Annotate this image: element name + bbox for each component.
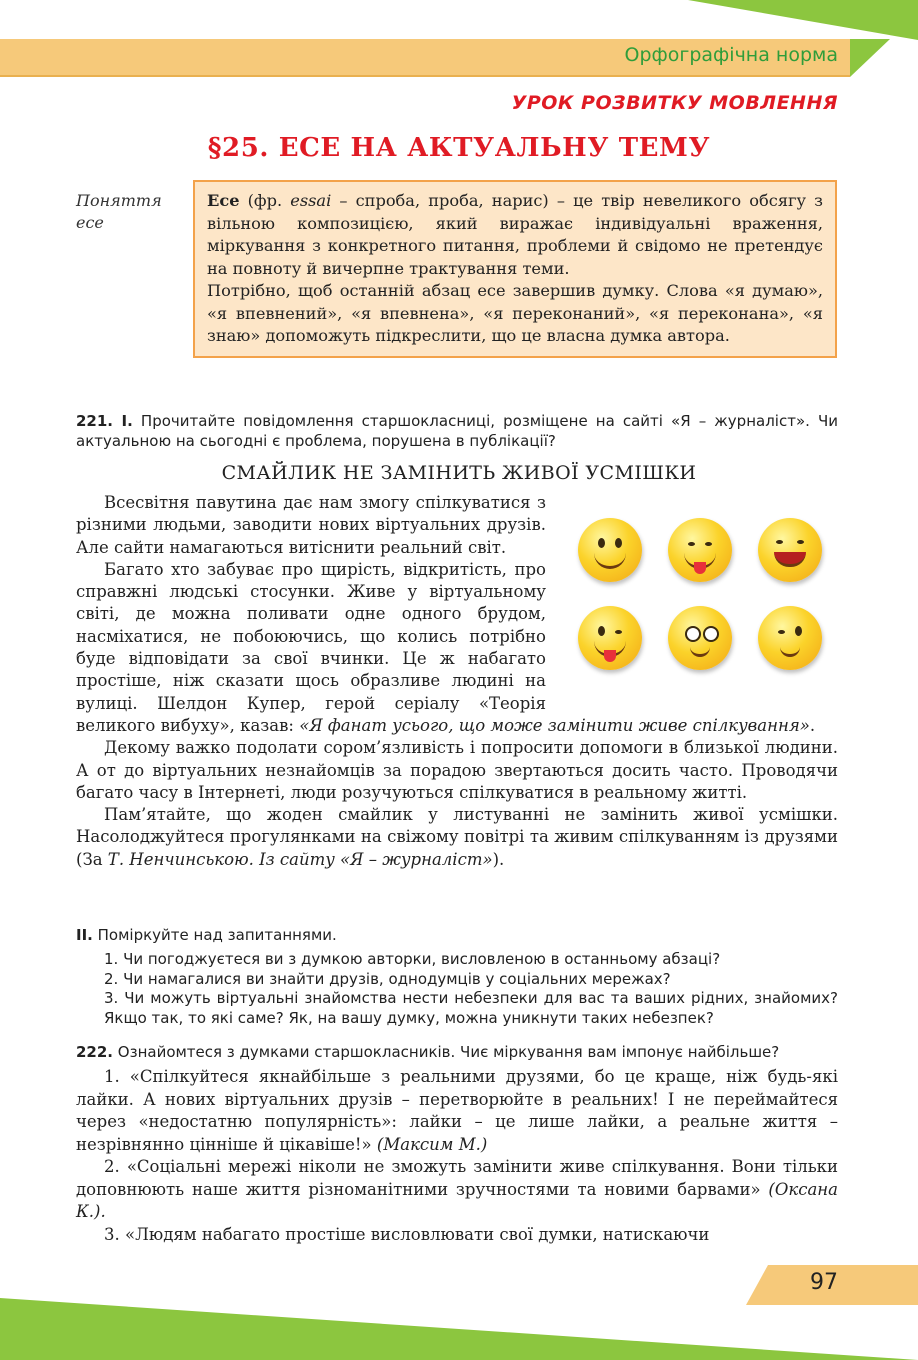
smiley-image — [562, 492, 838, 702]
question-item: 2. Чи намагалися ви знайти друзів, однодумців у соціальних мережах? — [104, 969, 671, 988]
definition-paragraph: Есе (фр. essai – спроба, проба, нарис) – це твір невеликого обсягу з вільною композицією, який виражає індивідуальні враження, міркування з конкретного питання, проблеми й свідомо не претендує на повноту й вичерпне трактування теми. — [207, 191, 823, 278]
top-corner-decoration — [688, 0, 918, 40]
opinion-item: 3. «Людям набагато простіше висловлювати свої думки, натискаючи — [104, 1224, 710, 1244]
page-title: §25. ЕСЕ НА АКТУАЛЬНУ ТЕМУ — [207, 133, 711, 163]
smiling-emoji-icon — [578, 518, 642, 582]
article-title: СМАЙЛИК НЕ ЗАМІНИТЬ ЖИВОЇ УСМІШКИ — [221, 462, 697, 484]
definition-note: Потрібно, щоб останній абзац есе завершив думку. Слова «я думаю», «я впевнений», «я впевнена», «я переконаний», «я переконана», «я знаю» допоможуть підкреслити, що це власна думка автора. — [207, 281, 823, 345]
question-item: 1. Чи погоджуєтеся ви з думкою авторки, висловленою в останньому абзаці? — [104, 950, 721, 968]
opinion-item: 2. «Соціальні мережі ніколи не зможуть замінити живе спілкування. Вони тільки доповнюють наше життя різноманітними зручностями та новими барвами» (Оксана К.). — [76, 1157, 838, 1221]
article-body — [76, 492, 838, 871]
page-number: 97 — [810, 1270, 838, 1295]
task-221: 221. І. Прочитайте повідомлення старшокласниці, розміщене на сайті «Я – журналіст». Чи актуальною на сьогодні є проблема, порушена в публікації? — [76, 412, 839, 450]
question-list — [76, 950, 838, 1028]
wide-eyed-emoji-icon — [668, 606, 732, 670]
task-221-part-2: ІІ. Поміркуйте над запитаннями. — [76, 926, 337, 944]
question-item: 3. Чи можуть віртуальні знайомства нести небезпеки для вас та ваших рідних, знайомих? Якщо так, то які саме? Як, на вашу думку, можна уникнути таких небезпек? — [104, 989, 838, 1027]
article-paragraph: Всесвітня павутина дає нам змогу спілкуватися з різними людьми, заводити нових віртуальних друзів. Але сайти намагаються витіснити реальний світ. — [76, 493, 546, 557]
concept-label: Поняття есе — [76, 191, 162, 232]
winking-tongue-emoji-icon — [578, 606, 642, 670]
article-paragraph: Багато хто забуває про щирість, відкритість, про справжні людські стосунки. Живе у віртуальному світі, де можна поливати одне одного брудом, насміхатися, не побоюючись, що колись потрібно буде відповідати за свої вчинки. Це ж набагато простіше, ніж сказати щось образливе людині на вулиці. Шелдон Купер, герой серіалу «Теорія великого вибуху», казав: «Я фанат усього, що може замінити живе спілкування». — [76, 559, 816, 735]
article-paragraph: Декому важко подолати сором’язливість і попросити допомоги в близької людини. А от до віртуальних незнайомців за порадою звертаються досить часто. Проводячи багато часу в Інтернеті, люди розучуються спілкуватися в реальному житті. — [76, 738, 838, 802]
article-paragraph: Пам’ятайте, що жоден смайлик у листуванні не замінить живої усмішки. Насолоджуйтеся прогулянками на свіжому повітрі та живим спілкуванням із друзями (За Т. Ненчинською. Із сайту «Я – журналіст»). — [76, 805, 838, 869]
tongue-out-emoji-icon — [668, 518, 732, 582]
opinions-list — [76, 1066, 838, 1246]
opinion-item: 1. «Спілкуйтеся якнайбільше з реальними друзями, бо це краще, ніж будь-які лайки. А нових віртуальних друзів – перетворюйте в реальних! І не переймайтеся через «недостатню популярність»: лайки – це лише лайки, а реальне життя – незрівнянно цінніше й цікавіше!» (Максим М.) — [76, 1067, 838, 1154]
definition-box — [193, 180, 837, 358]
section-title: Орфографічна норма — [624, 44, 838, 66]
laughing-emoji-icon — [758, 518, 822, 582]
lesson-type: УРОК РОЗВИТКУ МОВЛЕННЯ — [511, 92, 838, 114]
winking-emoji-icon — [758, 606, 822, 670]
page-number-tab — [768, 1265, 918, 1305]
task-222: 222. Ознайомтеся з думками старшокласників. Чиє міркування вам імпонує найбільше? — [76, 1043, 780, 1061]
